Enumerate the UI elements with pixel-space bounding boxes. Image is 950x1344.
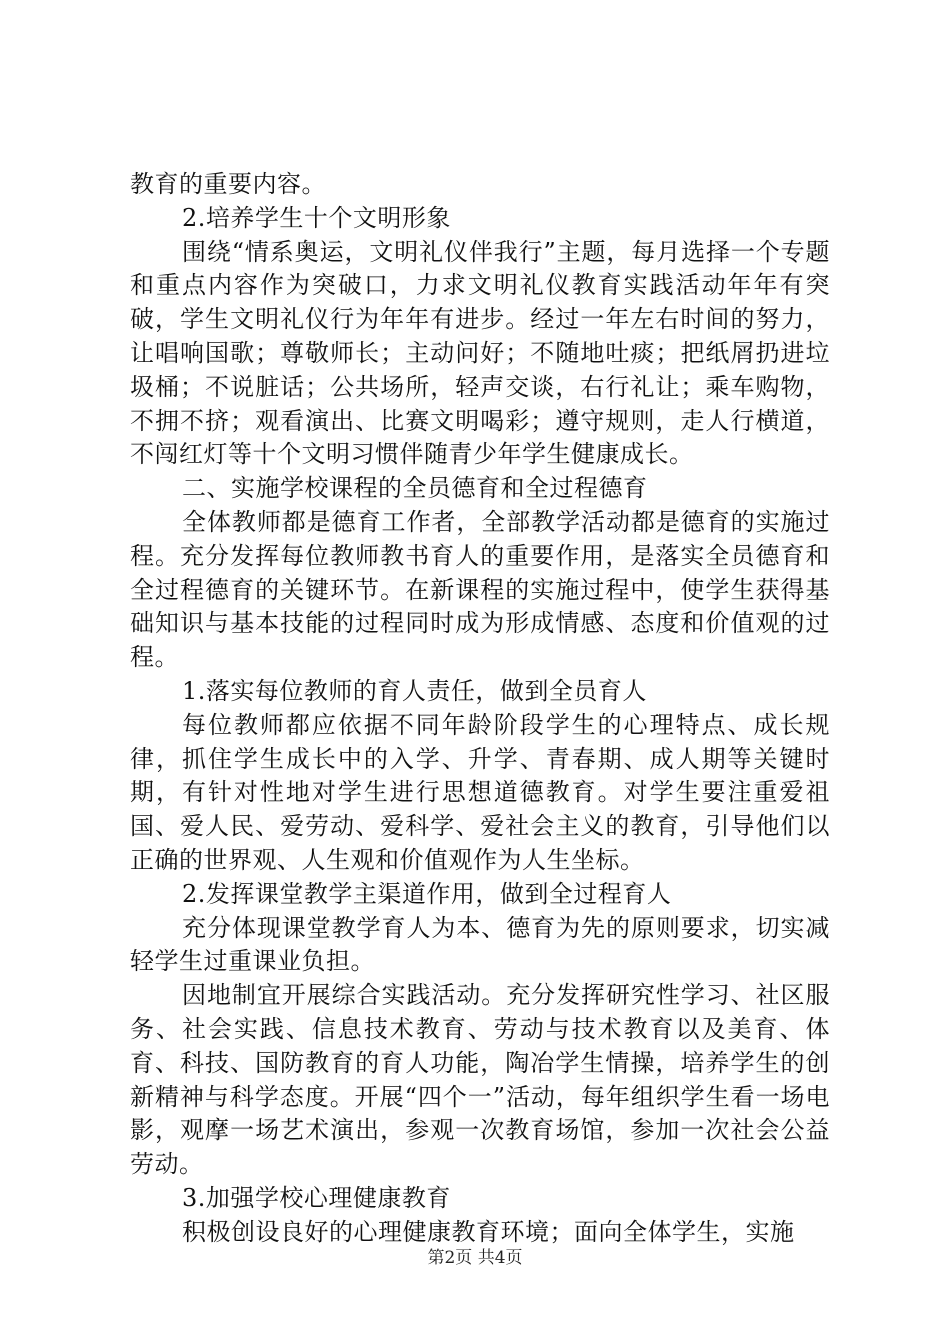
paragraph: 全体教师都是德育工作者，全部教学活动都是德育的实施过程。充分发挥每位教师教书育人的重要作用，是落实全员德育和全过程德育的关键环节。在新课程的实施过程中，使学生获得基础知识与基本技能的过程同时成为形成情感、态度和价值观的过程。 [130,507,830,672]
section-heading: 3.加强学校心理健康教育 [182,1183,451,1212]
section-heading: 二、实施学校课程的全员德育和全过程德育 [182,474,648,503]
page-footer: 第2页 共4页 [427,1248,523,1268]
section-heading: 1.落实每位教师的育人责任，做到全员育人 [182,676,647,705]
paragraph: 积极创设良好的心理健康教育环境；面向全体学生，实施 [182,1217,795,1246]
paragraph: 因地制宜开展综合实践活动。充分发挥研究性学习、社区服务、社会实践、信息技术教育、劳动与技术教育以及美育、体育、科技、国防教育的育人功能，陶冶学生情操，培养学生的创新精神与科学态度。开展“四个一”活动，每年组织学生看一场电影，观摩一场艺术演出，参观一次教育场馆，参加一次社会公益劳动。 [130,981,830,1179]
paragraph: 教育的重要内容。 [130,170,326,198]
paragraph: 充分体现课堂教学育人为本、德育为先的原则要求，切实减轻学生过重课业负担。 [130,913,830,976]
paragraph: 围绕“情系奥运，文明礼仪伴我行”主题，每月选择一个专题和重点内容作为突破口，力求文明礼仪教育实践活动年年有突破，学生文明礼仪行为年年有进步。经过一年左右时间的努力，让唱响国歌；尊敬师长；主动问好；不随地吐痰；把纸屑扔进垃圾桶；不说脏话；公共场所，轻声交谈，右行礼让；乘车购物，不拥不挤；观看演出、比赛文明喝彩；遵守规则，走人行横道，不闯红灯等十个文明习惯伴随青少年学生健康成长。 [130,237,830,469]
paragraph: 每位教师都应依据不同年龄阶段学生的心理特点、成长规律，抓住学生成长中的入学、升学、青春期、成人期等关键时期，有针对性地对学生进行思想道德教育。对学生要注重爱祖国、爱人民、爱劳动、爱科学、爱社会主义的教育，引导他们以正确的世界观、人生观和价值观作为人生坐标。 [130,710,830,874]
section-heading: 2.培养学生十个文明形象 [182,203,451,232]
document-body [130,168,830,1250]
section-heading: 2.发挥课堂教学主渠道作用，做到全过程育人 [182,879,672,908]
